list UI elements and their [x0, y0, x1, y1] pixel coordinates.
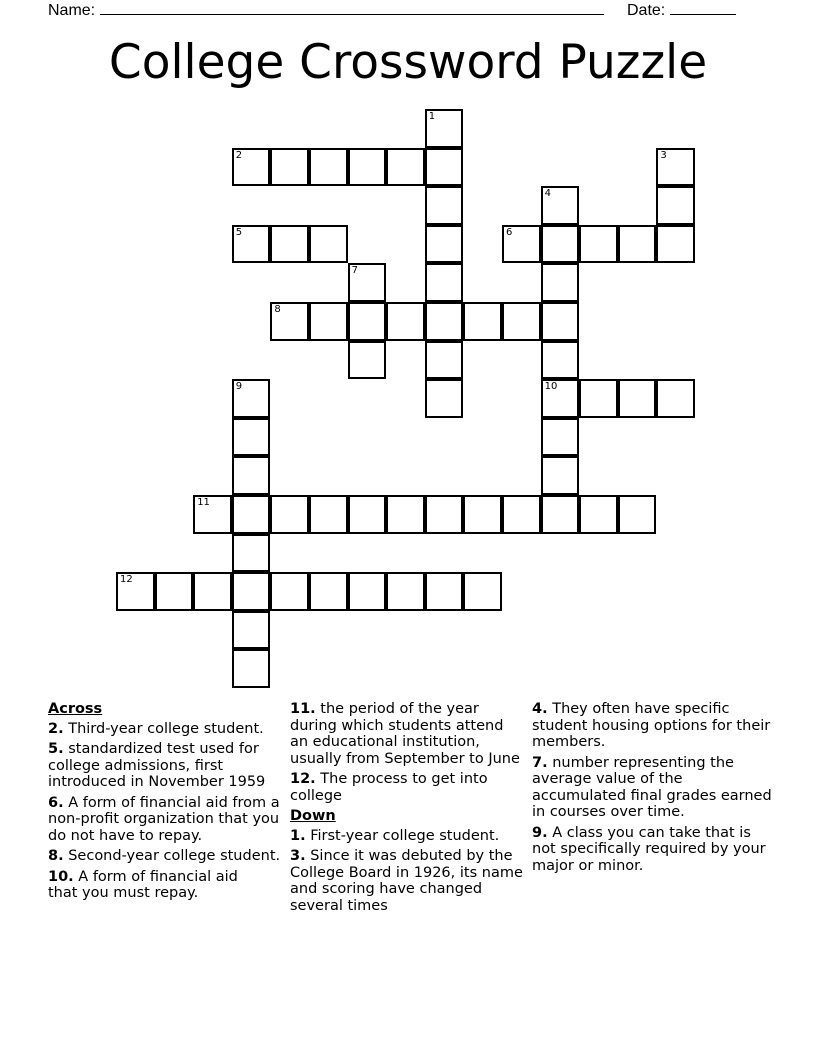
grid-cell[interactable]	[541, 379, 580, 418]
grid-cell[interactable]	[232, 418, 271, 457]
grid-cell[interactable]	[425, 263, 464, 302]
grid-cell[interactable]	[386, 148, 425, 187]
grid-cell[interactable]	[579, 495, 618, 534]
clue-number: 12	[120, 574, 133, 586]
grid-cell[interactable]	[386, 572, 425, 611]
clue-across-10: 10. A form of financial aid that you must repay.	[48, 868, 238, 901]
grid-cell[interactable]	[270, 148, 309, 187]
grid-cell[interactable]	[541, 186, 580, 225]
grid-cell[interactable]	[425, 186, 464, 225]
clue-across-2: 2. Third-year college student.	[48, 720, 264, 737]
grid-cell[interactable]	[348, 572, 387, 611]
grid-cell[interactable]	[348, 495, 387, 534]
grid-cell[interactable]	[155, 572, 194, 611]
clue-down-1: 1. First-year college student.	[290, 827, 500, 844]
down-heading: Down	[290, 808, 336, 824]
clue-number: 6	[506, 226, 513, 238]
grid-cell[interactable]	[309, 495, 348, 534]
grid-cell[interactable]	[541, 495, 580, 534]
grid-cell[interactable]	[502, 225, 541, 264]
date-line[interactable]	[670, 0, 736, 15]
clue-down-7: 7. number representing the average value of the accumulated final grades earned in courses over time.	[532, 754, 772, 820]
grid-cell[interactable]	[232, 379, 271, 418]
grid-cell[interactable]	[541, 225, 580, 264]
grid-cell[interactable]	[232, 495, 271, 534]
grid-cell[interactable]	[502, 495, 541, 534]
grid-cell[interactable]	[232, 148, 271, 187]
name-field[interactable]	[48, 0, 604, 21]
date-label: Date:	[627, 2, 666, 19]
grid-cell[interactable]	[425, 341, 464, 380]
grid-cell[interactable]	[656, 186, 695, 225]
grid-cell[interactable]	[618, 225, 657, 264]
grid-cell[interactable]	[502, 302, 541, 341]
crossword-grid	[117, 110, 699, 692]
grid-cell[interactable]	[232, 534, 271, 573]
grid-cell[interactable]	[425, 572, 464, 611]
grid-cell[interactable]	[425, 302, 464, 341]
grid-cell[interactable]	[656, 148, 695, 187]
clues-column-2	[290, 701, 526, 918]
grid-cell[interactable]	[270, 495, 309, 534]
grid-cell[interactable]	[425, 379, 464, 418]
clue-across-6: 6. A form of financial aid from a non-profit organization that you do not have to repay.	[48, 794, 280, 844]
clue-across-5: 5. standardized test used for college admissions, first introduced in November 1959	[48, 741, 266, 790]
clue-down-3: 3. Since it was debuted by the College Board in 1926, its name and scoring have changed several times	[290, 848, 523, 914]
grid-cell[interactable]	[348, 341, 387, 380]
grid-cell[interactable]	[425, 109, 464, 148]
grid-cell[interactable]	[463, 495, 502, 534]
clue-across-11: 11. the period of the year during which students attend an educational institution, usually from September to June	[290, 701, 520, 767]
clue-across-12: 12. The process to get into college	[290, 771, 488, 804]
name-label: Name:	[48, 2, 96, 19]
grid-cell[interactable]	[309, 225, 348, 264]
grid-cell[interactable]	[270, 572, 309, 611]
clue-number: 3	[660, 149, 667, 161]
across-heading: Across	[48, 701, 103, 717]
grid-cell[interactable]	[270, 302, 309, 341]
clue-number: 8	[274, 304, 281, 315]
grid-cell[interactable]	[541, 263, 580, 302]
clue-down-9: 9. A class you can take that is not specifically required by your major or minor.	[532, 824, 766, 874]
grid-cell[interactable]	[618, 379, 657, 418]
clue-number: 9	[235, 381, 243, 393]
grid-cell[interactable]	[348, 148, 387, 187]
grid-cell[interactable]	[541, 418, 580, 457]
clue-number: 10	[544, 381, 558, 393]
grid-cell[interactable]	[232, 611, 271, 650]
grid-cell[interactable]	[425, 148, 464, 187]
grid-cell[interactable]	[656, 379, 695, 418]
clue-number: 1	[428, 111, 436, 122]
page-title: College Crossword Puzzle	[108, 35, 708, 90]
grid-cell[interactable]	[309, 572, 348, 611]
clues-column-1	[48, 701, 288, 906]
grid-cell[interactable]	[425, 225, 464, 264]
grid-cell[interactable]	[541, 302, 580, 341]
grid-cell[interactable]	[386, 495, 425, 534]
grid-cell[interactable]	[193, 572, 232, 611]
grid-cell[interactable]	[116, 572, 155, 611]
grid-cell[interactable]	[232, 649, 271, 688]
grid-cell[interactable]	[193, 495, 232, 534]
grid-cell[interactable]	[386, 302, 425, 341]
grid-cell[interactable]	[541, 341, 580, 380]
grid-cell[interactable]	[232, 225, 271, 264]
grid-cell[interactable]	[232, 456, 271, 495]
clues-column-3	[532, 701, 772, 878]
clue-number: 7	[351, 265, 358, 277]
grid-cell[interactable]	[579, 225, 618, 264]
grid-cell[interactable]	[425, 495, 464, 534]
grid-cell[interactable]	[463, 302, 502, 341]
grid-cell[interactable]	[463, 572, 502, 611]
grid-cell[interactable]	[348, 263, 387, 302]
grid-cell[interactable]	[309, 148, 348, 187]
grid-cell[interactable]	[541, 456, 580, 495]
clue-number: 2	[235, 149, 243, 161]
grid-cell[interactable]	[348, 302, 387, 341]
clue-down-4: 4. They often have specific student housing options for their members.	[532, 701, 771, 750]
grid-cell[interactable]	[270, 225, 309, 264]
clue-across-8: 8. Second-year college student.	[48, 848, 281, 864]
grid-cell[interactable]	[618, 495, 657, 534]
date-field[interactable]	[627, 0, 736, 21]
name-line[interactable]	[100, 0, 604, 15]
clue-number: 5	[235, 226, 243, 238]
grid-cell[interactable]	[232, 572, 271, 611]
grid-cell[interactable]	[579, 379, 618, 418]
grid-cell[interactable]	[656, 225, 695, 264]
grid-cell[interactable]	[309, 302, 348, 341]
clue-number: 4	[544, 188, 551, 200]
clue-number: 11	[197, 497, 210, 508]
